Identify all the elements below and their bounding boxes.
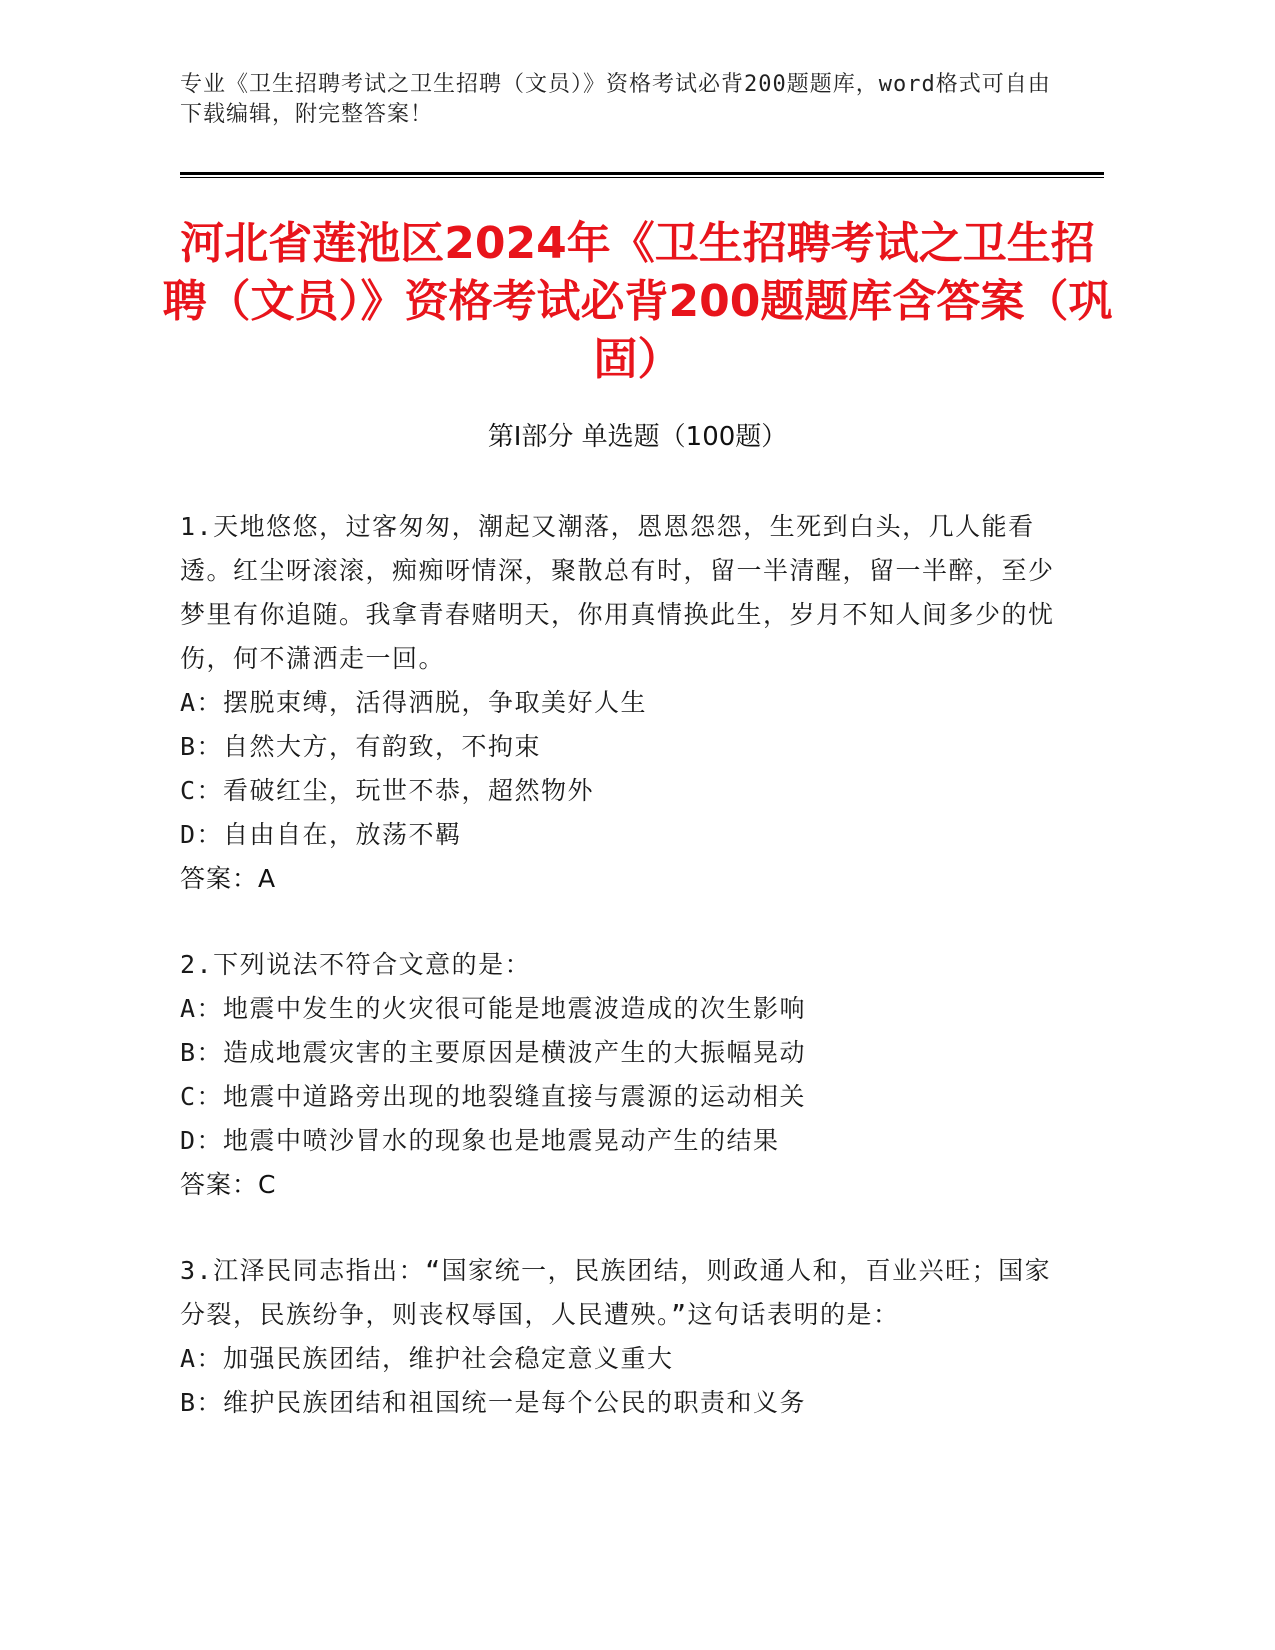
question-stem: 2.下列说法不符合文意的是： xyxy=(180,950,532,979)
header-note: 专业《卫生招聘考试之卫生招聘（文员）》资格考试必背200题题库，word格式可自由下载编辑，附完整答案！ xyxy=(180,72,1051,127)
section-title: 第Ⅰ部分 单选题（100题） xyxy=(487,422,788,452)
question-answer: 答案：C xyxy=(180,1170,277,1199)
option-d: D：地震中喷沙冒水的现象也是地震晃动产生的结果 xyxy=(180,1126,780,1155)
option-c: C：看破红尘，玩世不恭，超然物外 xyxy=(180,776,595,805)
question-item xyxy=(180,1249,1060,1425)
option-b: B：维护民族团结和祖国统一是每个公民的职责和义务 xyxy=(180,1388,807,1417)
question-item xyxy=(180,505,1060,901)
question-stem: 1.天地悠悠，过客匆匆，潮起又潮落，恩恩怨怨，生死到白头，几人能看透。红尘呀滚滚，痴痴呀情深，聚散总有时，留一半清醒，留一半醉，至少梦里有你追随。我拿青春赌明天，你用真情换此生，岁月不知人间多少的忧伤，何不潇洒走一回。 xyxy=(180,512,1055,673)
option-a: A：加强民族团结，维护社会稳定意义重大 xyxy=(180,1344,674,1373)
option-b: B：造成地震灾害的主要原因是横波产生的大振幅晃动 xyxy=(180,1038,807,1067)
question-item xyxy=(180,943,1060,1207)
option-c: C：地震中道路旁出现的地裂缝直接与震源的运动相关 xyxy=(180,1082,807,1111)
question-answer: 答案：A xyxy=(180,864,277,893)
question-stem: 3.江泽民同志指出：“国家统一，民族团结，则政通人和，百业兴旺；国家分裂，民族纷争，则丧权辱国，人民遭殃。”这句话表明的是： xyxy=(180,1256,1052,1329)
option-a: A：摆脱束缚，活得洒脱，争取美好人生 xyxy=(180,688,648,717)
option-a: A：地震中发生的火灾很可能是地震波造成的次生影响 xyxy=(180,994,807,1023)
header-divider-thin xyxy=(180,177,1104,178)
document-title: 河北省莲池区2024年《卫生招聘考试之卫生招聘（文员）》资格考试必背200题题库含答案（巩固） xyxy=(162,218,1113,385)
header-divider-thick xyxy=(180,172,1104,175)
option-b: B：自然大方，有韵致，不拘束 xyxy=(180,732,542,761)
question-list xyxy=(180,505,1060,1425)
question-spacer xyxy=(180,1207,1060,1249)
question-spacer xyxy=(180,901,1060,943)
option-d: D：自由自在，放荡不羁 xyxy=(180,820,462,849)
